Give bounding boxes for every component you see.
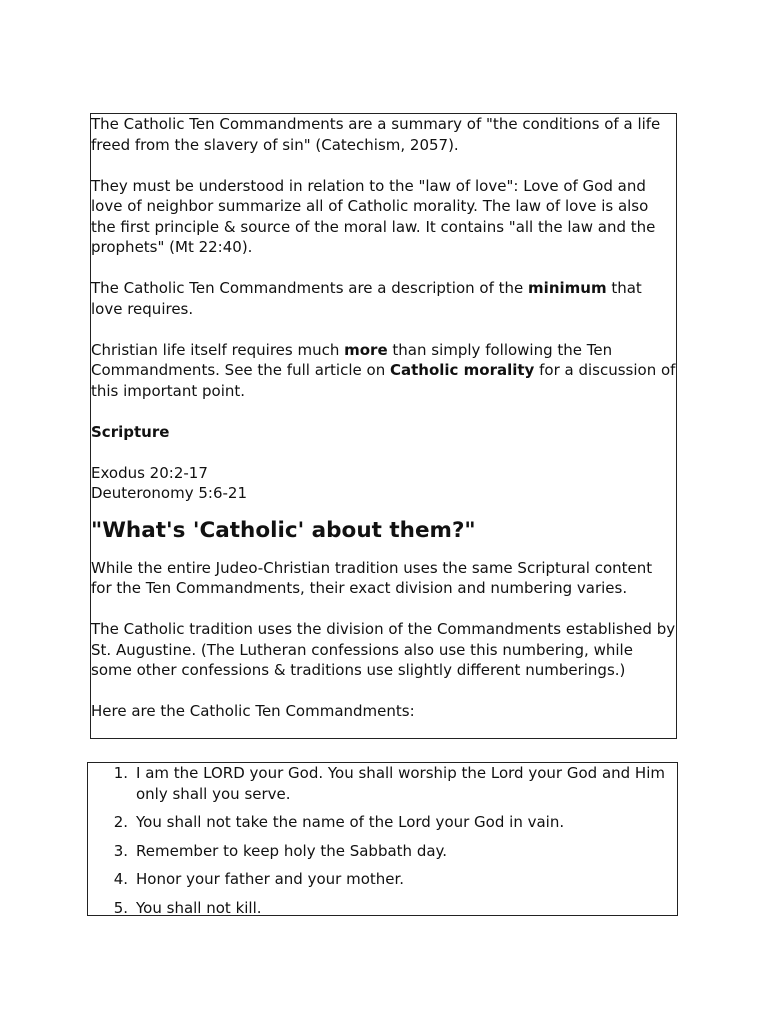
intro-paragraph-2: They must be understood in relation to the "law of love": Love of God and love of neighbor summarize all of Catholic morality. The law of love is also the first principle & source of the moral law. It contains "all the law and the prophets" (Mt 22:40). bbox=[91, 176, 656, 256]
list-item bbox=[88, 841, 677, 862]
list-item bbox=[88, 812, 677, 833]
commandments-list bbox=[88, 763, 677, 916]
emphasis-more: more bbox=[344, 340, 388, 359]
section-paragraph-3: Here are the Catholic Ten Commandments: bbox=[91, 702, 415, 720]
text-span: Christian life itself requires much bbox=[91, 340, 345, 359]
commandments-list-box bbox=[87, 762, 678, 916]
emphasis-minimum: minimum bbox=[528, 279, 607, 297]
list-item-text: You shall not take the name of the Lord your God in vain. bbox=[136, 813, 565, 831]
list-number: 5. bbox=[113, 898, 128, 916]
list-number: 3. bbox=[113, 841, 128, 860]
scripture-ref-deuteronomy: Deuteronomy 5:6-21 bbox=[91, 484, 247, 502]
text-span: The Catholic Ten Commandments are a description of the bbox=[91, 279, 529, 297]
list-item bbox=[88, 763, 677, 804]
list-item-text: I am the LORD your God. You shall worship the Lord your God and Him only shall you serve. bbox=[136, 764, 665, 803]
catholic-morality-link[interactable]: Catholic morality bbox=[389, 361, 535, 379]
list-number: 1. bbox=[113, 764, 128, 782]
article-text-box bbox=[90, 113, 677, 739]
section-paragraph-2: The Catholic tradition uses the division of the Commandments established by St. Augustine. (The Lutheran confessions also use this numbering, while some other confessions & traditions use slightly different numberings.) bbox=[91, 620, 676, 679]
text-span: for a discussion of this important point. bbox=[91, 361, 676, 400]
list-number: 4. bbox=[113, 870, 128, 888]
list-item bbox=[88, 869, 677, 890]
scripture-heading-text: Scripture bbox=[91, 422, 170, 441]
list-item-text: You shall not kill. bbox=[136, 898, 262, 916]
scripture-ref-exodus: Exodus 20:2-17 bbox=[91, 463, 208, 482]
section-paragraph-1: While the entire Judeo-Christian tradition uses the same Scriptural content for the Ten Commandments, their exact division and numbering varies. bbox=[91, 558, 653, 597]
text-span: than simply following the Ten Commandments. See the full article on bbox=[91, 340, 613, 379]
intro-paragraph-3 bbox=[91, 278, 676, 319]
list-number: 2. bbox=[113, 813, 128, 831]
list-item-text: Honor your father and your mother. bbox=[136, 870, 405, 888]
list-item bbox=[88, 898, 677, 917]
intro-paragraph-4 bbox=[91, 340, 676, 402]
list-item-text: Remember to keep holy the Sabbath day. bbox=[136, 841, 448, 860]
intro-paragraph-1: The Catholic Ten Commandments are a summary of "the conditions of a life freed from the slavery of sin" (Catechism, 2057). bbox=[91, 115, 661, 154]
text-span: that love requires. bbox=[91, 279, 642, 318]
section-heading: "What's 'Catholic' about them?" bbox=[91, 517, 476, 543]
scripture-heading bbox=[91, 422, 676, 443]
